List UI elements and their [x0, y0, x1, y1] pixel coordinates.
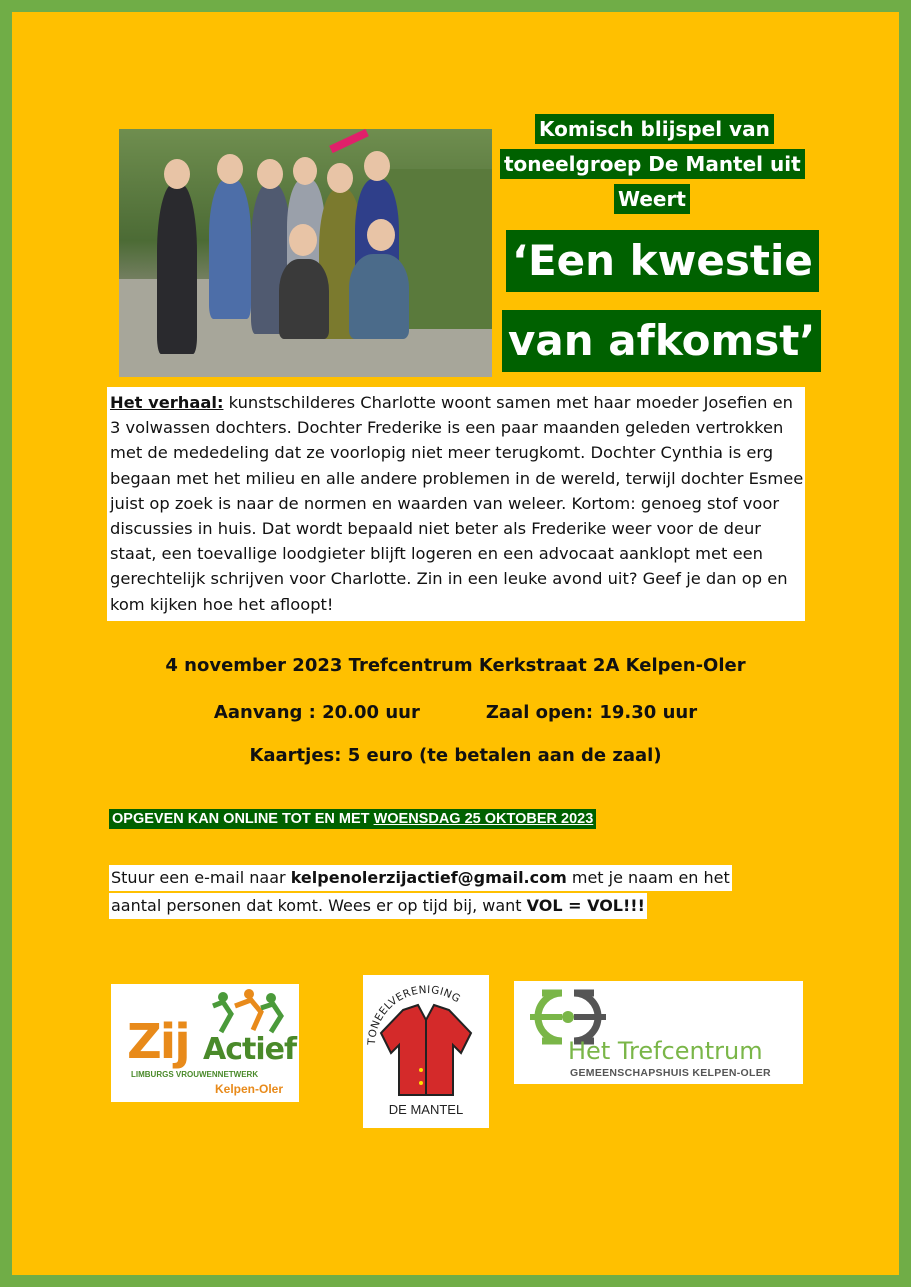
- deadline-prefix: OPGEVEN KAN ONLINE TOT EN MET: [112, 811, 374, 827]
- zij-sub-2: Kelpen-Oler: [215, 1082, 284, 1096]
- story-label: Het verhaal:: [110, 393, 224, 412]
- title-line-2: van afkomst’: [502, 310, 821, 372]
- group-photo: [119, 129, 492, 377]
- actief-word: Actief: [203, 1032, 297, 1067]
- tref-name: Het Trefcentrum: [568, 1037, 763, 1065]
- zijactief-logo: [111, 984, 299, 1102]
- deadline-date: WOENSDAG 25 OKTOBER 2023: [373, 811, 594, 827]
- signup-instructions: [109, 865, 732, 921]
- de-mantel-logo: [363, 975, 489, 1128]
- event-times: [12, 702, 899, 723]
- story-text: kunstschilderes Charlotte woont samen met haar moeder Josefien en 3 volwassen dochters. Dochter Frederike is een paar maanden geleden vertrokken met de mededeling dat ze voorlopig niet meer terugkomt. Dochter Cynthia is erg begaan met het milieu en alle andere problemen in de wereld, terwijl dochter Esmee juist op zoek is naar de normen en waarden van weleer. Kortom: genoeg stof voor discussies in huis. Dat wordt bepaald niet beter als Frederike weer voor de deur staat, een toevallige loodgieter blijft logeren en een advocaat aanklopt met een gerechtelijk schrijven voor Charlotte. Zin in een leuke avond uit? Geef je dan op en kom kijken hoe het afloopt!: [110, 393, 804, 614]
- tref-sub: GEMEENSCHAPSHUIS KELPEN-OLER: [570, 1067, 771, 1079]
- trefcentrum-logo: [514, 981, 803, 1084]
- mail-line-1: Stuur een e-mail naar kelpenolerzijactief@gmail.com met je naam en het: [109, 865, 732, 891]
- mantel-name: DE MANTEL: [388, 1102, 464, 1117]
- event-tickets: Kaartjes: 5 euro (te betalen aan de zaal): [249, 745, 662, 766]
- mantel-arc-text: TONEELVERENIGING: [365, 983, 463, 1046]
- mail-line-2: aantal personen dat komt. Wees er op tijd bij, want VOL = VOL!!!: [109, 893, 647, 919]
- event-doors: Zaal open: 19.30 uur: [485, 702, 698, 723]
- signup-deadline: [109, 809, 596, 829]
- story-paragraph: [107, 387, 805, 621]
- title-line-1: ‘Een kwestie: [506, 230, 819, 292]
- trefcentrum-symbol-icon: [522, 985, 632, 1045]
- event-start: Aanvang : 20.00 uur: [213, 702, 420, 723]
- email-address[interactable]: kelpenolerzijactief@gmail.com: [290, 868, 567, 887]
- full-warning: VOL = VOL!!!: [526, 896, 645, 915]
- event-date-location: 4 november 2023 Trefcentrum Kerkstraat 2A Kelpen-Oler: [165, 655, 746, 676]
- zij-word: Zij: [127, 1014, 189, 1070]
- subtitle-line-1: Komisch blijspel van: [535, 114, 774, 144]
- subtitle-line-3: Weert: [614, 184, 690, 214]
- zij-sub-1: LIMBURGS VROUWENNETWERK: [131, 1070, 259, 1079]
- subtitle-line-2: toneelgroep De Mantel uit: [500, 149, 805, 179]
